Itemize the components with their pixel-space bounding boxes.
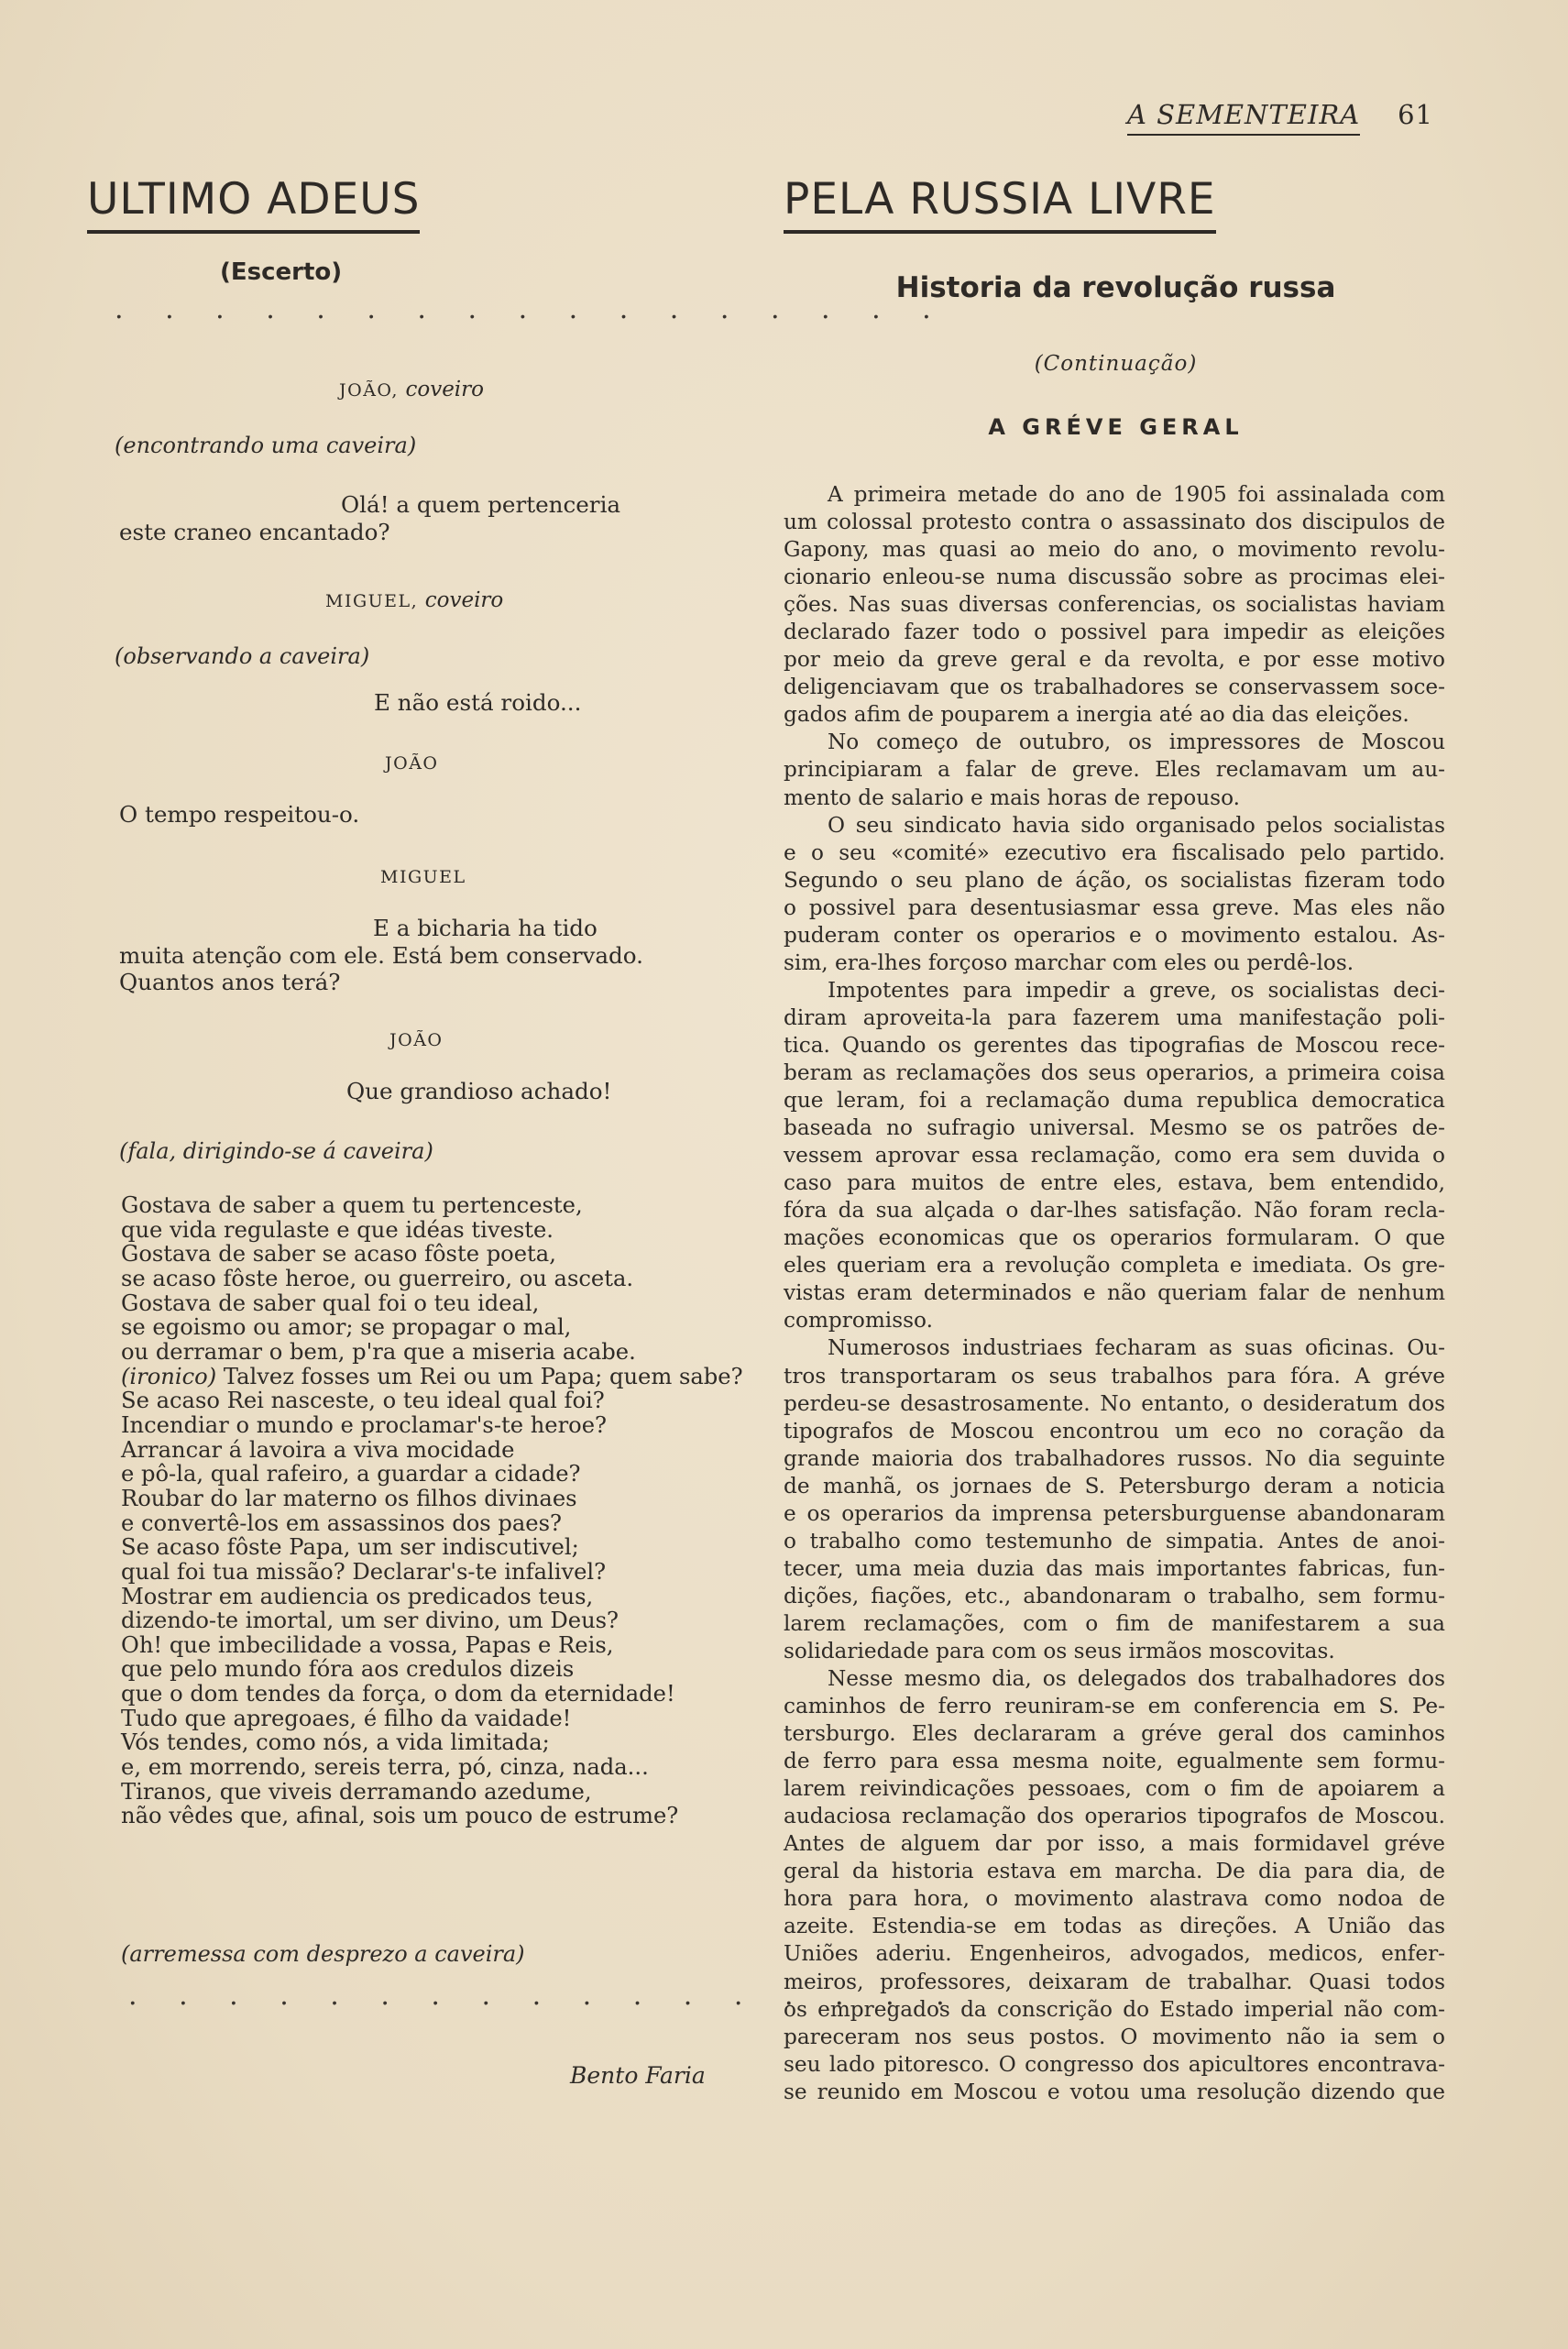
verse-line: qual foi tua missão? Declarar's-te infalivel?	[121, 1558, 607, 1585]
article-line: Numerosos industriaes fecharam as suas oficinas. Ou-	[828, 1335, 1445, 1361]
article-line: seu lado pitoresco. O congresso dos apicultores encontrava-	[784, 2051, 1445, 2077]
journal-name: A SEMENTEIRA	[1127, 99, 1360, 136]
article-line: O seu sindicato havia sido organisado pelos socialistas	[828, 812, 1445, 838]
article-line: caso para muitos de entre eles, estava, bem entendido,	[784, 1170, 1445, 1196]
verse-line: Tudo que apregoaes, é filho da vaidade!	[121, 1705, 572, 1731]
verse-line: que vida regulaste e que idéas tiveste.	[121, 1216, 554, 1243]
verse-line: O tempo respeitou-o.	[119, 801, 360, 828]
article-line: larem reclamações, com o fim de manifestarem a sua	[784, 1610, 1445, 1636]
verse-line: e pô-la, qual rafeiro, a guardar a cidade?	[121, 1461, 581, 1487]
article-line: tecer, uma meia duzia das mais importantes fabricas, fun-	[784, 1555, 1445, 1581]
verse-line	[121, 1365, 762, 1389]
verse-line: Que grandioso achado!	[346, 1078, 612, 1104]
verse-line: que o dom tendes da força, o dom da eternidade!	[121, 1681, 675, 1707]
verse-line: Incendiar o mundo e proclamar's-te heroe?	[121, 1411, 608, 1438]
author-signature: Bento Faria	[570, 2062, 706, 2089]
article-line: mações economicas que os operarios formularam. O que	[784, 1225, 1445, 1251]
verse-line: Gostava de saber a quem tu pertenceste,	[121, 1192, 583, 1218]
verse-line: E não está roido...	[374, 689, 582, 716]
article-line: tipografos de Moscou encontrou um eco no coração da	[784, 1418, 1445, 1443]
article-line: eles queriam era a revolução completa e imediata. Os gre-	[784, 1253, 1445, 1279]
article-line: o trabalho como testemunho de simpatia. Antes de anoi-	[784, 1528, 1445, 1553]
article-line: os empregados da conscrição do Estado imperial não com-	[784, 1996, 1445, 2022]
verse-block	[119, 915, 742, 996]
article-line: e os operarios da imprensa petersburguense abandonaram	[784, 1500, 1445, 1526]
article-line: puderam conter os operarios e o movimento estalou. As-	[784, 922, 1445, 948]
verse-line: muita atenção com ele. Está bem conservado.	[119, 941, 643, 969]
article-line: azeite. Estendia-se em todas as direções. A União das	[784, 1914, 1445, 1939]
article-line: vessem aprovar essa reclamação, como era sem duvida o	[784, 1143, 1445, 1169]
article-line: hora para hora, o movimento alastrava como nodoa de	[784, 1886, 1445, 1912]
article-line: tica. Quando os gerentes das tipografias de Moscou rece-	[784, 1032, 1445, 1058]
article-line: declarado fazer todo o possivel para impedir as eleições	[784, 620, 1445, 645]
article-line: Nesse mesmo dia, os delegados dos trabalhadores dos	[828, 1666, 1445, 1692]
verse-line: e convertê-los em assassinos dos paes?	[121, 1509, 562, 1536]
poem-title: ULTIMO ADEUS	[87, 174, 420, 234]
article-line: tersburgo. Eles declararam a gréve geral dos caminhos	[784, 1721, 1445, 1747]
stage-direction: (observando a caveira)	[115, 643, 370, 669]
verse-line: Olá! a quem pertenceria	[341, 491, 621, 518]
verse-line: Mostrar em audiencia os predicados teus,	[121, 1583, 594, 1609]
article-line: caminhos de ferro reuniram-se em conferencia em S. Pe-	[784, 1694, 1445, 1719]
verse-text: Talvez fosses um Rei ou um Papa; quem sabe?	[223, 1363, 743, 1389]
article-line: No começo de outubro, os impressores de Moscou	[828, 730, 1445, 755]
verse-line: se egoismo ou amor; se propagar o mal,	[121, 1314, 572, 1341]
article-line: perdeu-se desastrosamente. No entanto, o desideratum dos	[784, 1390, 1445, 1416]
article-line: por meio da greve geral e da revolta, e por esse motivo	[784, 647, 1445, 673]
verse-line: Roubar do lar materno os filhos divinaes	[121, 1485, 577, 1511]
article-line: Segundo o seu plano de áção, os socialistas fizeram todo	[784, 867, 1445, 893]
verse-line: este craneo encantado?	[119, 518, 390, 545]
article-line: tros transportaram os seus trabalhos para fóra. A gréve	[784, 1363, 1445, 1389]
article-line: deligenciavam que os trabalhadores se conservassem soce-	[784, 675, 1445, 700]
article-line: se reunido em Moscou e votou uma resolução dizendo que	[784, 2079, 1445, 2104]
ellipsis-divider: . . . . . . . . . . . . . . . . .	[115, 293, 948, 325]
article-line: meiros, professores, deixaram de trabalhar. Quasi todos	[784, 1969, 1445, 1994]
poem-subtitle: (Escerto)	[220, 258, 343, 286]
monologue	[121, 1193, 762, 1828]
article-line: gados afim de pouparem a inergia até ao dia das eleições.	[784, 702, 1409, 728]
section-heading: A GRÉVE GERAL	[988, 414, 1244, 440]
speaker-joao: JOÃO	[385, 753, 439, 774]
article-line: grande maioria dos trabalhadores russos. No dia seguinte	[784, 1445, 1445, 1471]
verse-line: não vêdes que, afinal, sois um pouco de estrume?	[121, 1803, 679, 1829]
speaker-joao: JOÃO	[389, 1030, 444, 1050]
article-line: um colossal protesto contra o assassinato dos discipulos de	[784, 510, 1445, 535]
speaker-role: coveiro	[405, 378, 484, 401]
verse-line: que pelo mundo fóra aos credulos dizeis	[121, 1656, 575, 1683]
speaker-name: JOÃO,	[339, 380, 399, 401]
article-line: Uniões aderiu. Engenheiros, advogados, medicos, enfer-	[784, 1941, 1445, 1967]
article-line: solidariedade para com os seus irmãos moscovitas.	[784, 1638, 1335, 1663]
article-line: baseada no sufragio universal. Mesmo se os patrões de-	[784, 1115, 1445, 1141]
verse-line: Gostava de saber se acaso fôste poeta,	[121, 1241, 556, 1268]
verse-line: Tiranos, que viveis derramando azedume,	[121, 1778, 592, 1805]
verse-line: Arrancar á lavoira a viva mocidade	[121, 1436, 515, 1463]
article-line: ções. Nas suas diversas conferencias, os socialistas haviam	[784, 592, 1445, 618]
article-line: larem reivindicações pessoaes, com o fim de apoiarem a	[784, 1776, 1445, 1802]
article-body	[784, 481, 1445, 2106]
article-line: compromisso.	[784, 1308, 933, 1334]
verse-line: se acaso fôste heroe, ou guerreiro, ou asceta.	[121, 1265, 634, 1291]
article-line: vistas eram determinados e não queriam falar de nenhum	[784, 1280, 1445, 1306]
article-subtitle: Historia da revolução russa	[895, 271, 1336, 304]
verse-line: Gostava de saber qual foi o teu ideal,	[121, 1290, 540, 1316]
continuation-note: (Continuação)	[1034, 352, 1198, 376]
article-line: dições, fiações, etc., abandonaram o trabalho, sem formu-	[784, 1583, 1445, 1608]
verse-line: Se acaso Rei nasceste, o teu ideal qual foi?	[121, 1388, 605, 1414]
article-line: pareceram nos seus postos. O movimento não ia sem o	[784, 2024, 1445, 2049]
speaker-role: coveiro	[424, 588, 504, 612]
article-line: Gapony, mas quasi ao meio do ano, o movimento revolu-	[784, 537, 1445, 563]
verse-line: Quantos anos terá?	[119, 969, 341, 996]
page-number: 61	[1398, 99, 1433, 130]
speaker-miguel: MIGUEL	[380, 867, 466, 887]
running-head	[1127, 99, 1439, 141]
verse-line: dizendo-te imortal, um ser divino, um Deus?	[121, 1608, 620, 1634]
article-line: mento de salario e mais horas de repouso.	[784, 785, 1240, 810]
verse-line: e, em morrendo, sereis terra, pó, cinza, nada...	[121, 1754, 649, 1781]
article-line: cionario enleou-se numa discussão sobre as procimas elei-	[784, 565, 1445, 590]
article-title: PELA RUSSIA LIVRE	[784, 174, 1216, 234]
article-line: audaciosa reclamação dos operarios tipografos de Moscou.	[784, 1804, 1445, 1829]
article-line: o possivel para desentusiasmar essa greve. Mas eles não	[784, 895, 1445, 920]
stage-direction: (encontrando uma caveira)	[115, 433, 417, 458]
article-line: principiaram a falar de greve. Eles reclamavam um au-	[784, 757, 1445, 783]
stage-direction-inline: (ironico)	[121, 1363, 217, 1389]
article-line: de ferro para essa mesma noite, egualmente sem formu-	[784, 1749, 1445, 1774]
article-line: de manhã, os jornaes de S. Petersburgo deram a noticia	[784, 1473, 1445, 1498]
ellipsis-divider: . . . . . . . . . . . . . . . . .	[128, 1980, 961, 2012]
article-line: Impotentes para impedir a greve, os socialistas deci-	[828, 977, 1445, 1003]
verse-line: E a bicharia ha tido	[373, 915, 598, 941]
stage-direction: (arremessa com desprezo a caveira)	[121, 1941, 525, 1967]
article-line: diram aproveita-la para fazerem uma manifestação poli-	[784, 1004, 1445, 1030]
speaker-miguel	[325, 588, 503, 612]
article-line: que leram, foi a reclamação duma republica democratica	[784, 1088, 1445, 1114]
article-line: fóra da sua alçada o dar-lhes satisfação. Não foram recla-	[784, 1198, 1445, 1224]
article-line: geral da historia estava em marcha. De dia para dia, de	[784, 1859, 1445, 1884]
article-line: e o seu «comité» ezecutivo era fiscalisado pelo partido.	[784, 840, 1445, 865]
verse-line: Se acaso fôste Papa, um ser indiscutivel;	[121, 1534, 579, 1561]
article-column	[784, 174, 1448, 2104]
speaker-name: MIGUEL,	[325, 591, 419, 611]
article-line: Antes de alguem dar por isso, a mais formidavel gréve	[784, 1831, 1445, 1857]
verse-line: ou derramar o bem, p'ra que a miseria acabe.	[121, 1338, 636, 1365]
article-line: beram as reclamações dos seus operarios, a primeira coisa	[784, 1059, 1445, 1085]
article-line: A primeira metade do ano de 1905 foi assinalada com	[828, 482, 1445, 507]
verse-line: Vós tendes, como nós, a vida limitada;	[121, 1729, 550, 1756]
verse-line: Oh! que imbecilidade a vossa, Papas e Reis,	[121, 1631, 614, 1658]
verse-block	[119, 491, 724, 545]
stage-direction: (fala, dirigindo-se á caveira)	[119, 1138, 433, 1164]
article-line: sim, era-lhes forçoso marchar com eles ou perdê-los.	[784, 949, 1354, 975]
speaker-joao	[339, 378, 484, 401]
